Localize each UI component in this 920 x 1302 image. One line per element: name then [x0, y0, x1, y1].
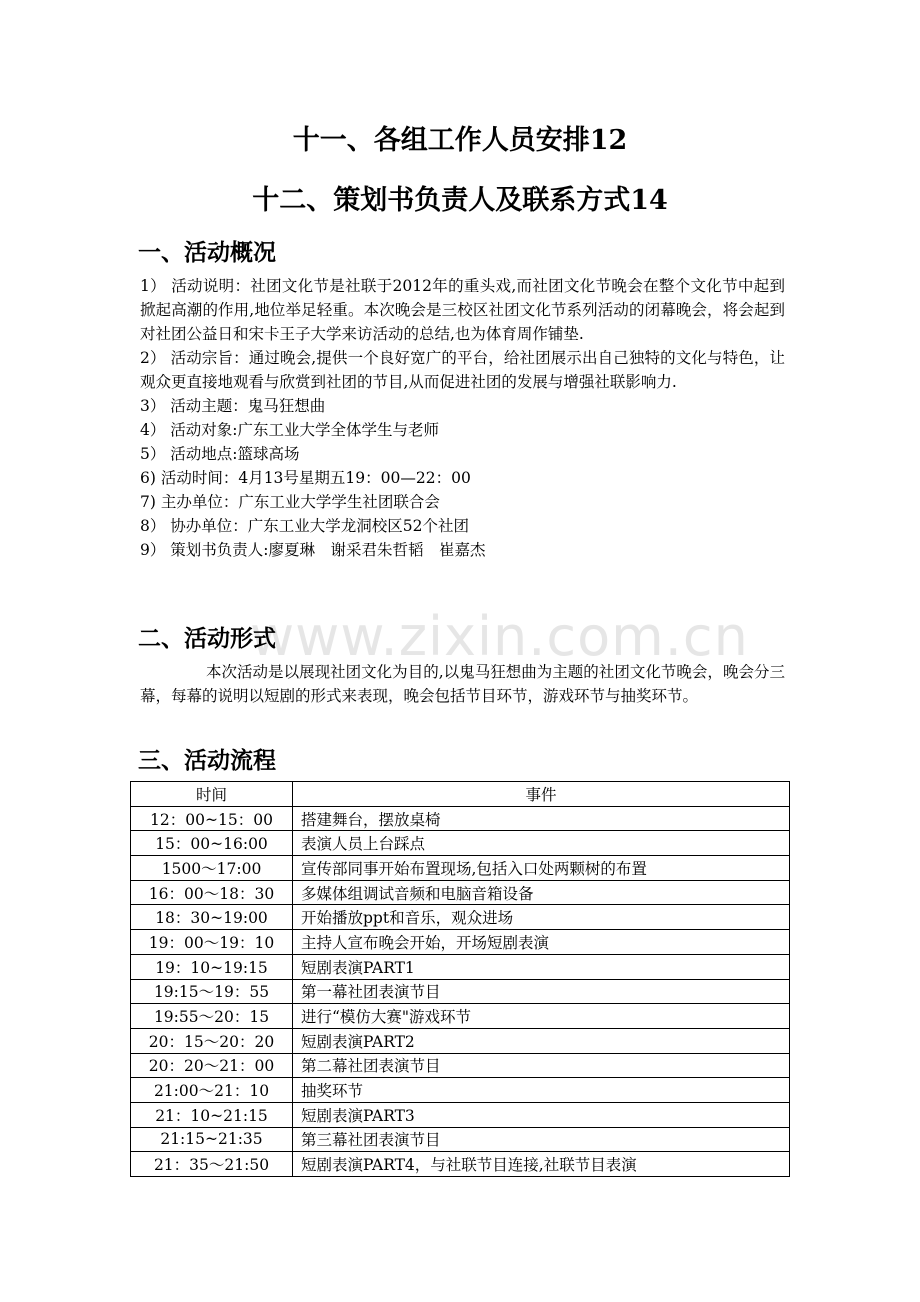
time-cell: 16：00～18：30 — [131, 880, 293, 905]
table-row — [131, 1102, 790, 1127]
overview-item: 6) 活动时间：4月13号星期五19：00—22：00 — [140, 469, 471, 487]
time-cell: 19：00～19：10 — [131, 930, 293, 955]
event-cell: 宣传部同事开始布置现场,包括入口处两颗树的布置 — [293, 856, 790, 881]
event-cell: 搭建舞台，摆放桌椅 — [293, 806, 790, 831]
time-cell: 21:15~21:35 — [131, 1127, 293, 1152]
event-cell: 表演人员上台踩点 — [293, 831, 790, 856]
event-cell: 第一幕社团表演节目 — [293, 979, 790, 1004]
event-cell: 多媒体组调试音频和电脑音箱设备 — [293, 880, 790, 905]
table-row — [131, 831, 790, 856]
time-cell: 21：35～21:50 — [131, 1152, 293, 1177]
format-paragraph: 本次活动是以展现社团文化为目的,以鬼马狂想曲为主题的社团文化节晚会，晚会分三幕，每幕的说明以短剧的形式来表现，晚会包括节目环节，游戏环节与抽奖环节。 — [140, 663, 785, 705]
overview-item: 1） 活动说明：社团文化节是社联于2012年的重头戏,而社团文化节晚会在整个文化节中起到掀起高潮的作用,地位举足轻重。本次晚会是三校区社团文化节系列活动的闭幕晚会，将会起到对社团公益日和宋卡王子大学来访活动的总结,也为体育周作铺垫. — [140, 277, 785, 343]
event-cell: 第二幕社团表演节目 — [293, 1053, 790, 1078]
time-cell: 19:55～20：15 — [131, 1004, 293, 1029]
event-cell: 进行“模仿大赛"游戏环节 — [293, 1004, 790, 1029]
table-row — [131, 930, 790, 955]
event-cell: 主持人宣布晚会开始，开场短剧表演 — [293, 930, 790, 955]
time-cell: 1500～17:00 — [131, 856, 293, 881]
time-cell: 20：20～21：00 — [131, 1053, 293, 1078]
overview-item: 8） 协办单位：广东工业大学龙洞校区52个社团 — [140, 517, 470, 535]
table-row — [131, 880, 790, 905]
time-cell: 19:15～19：55 — [131, 979, 293, 1004]
table-row — [131, 806, 790, 831]
schedule-table — [130, 781, 790, 1177]
overview-item: 9） 策划书负责人:廖夏琳 谢采君朱哲韬 崔嘉杰 — [140, 541, 486, 559]
schedule-body — [131, 806, 790, 1176]
toc-entry-12: 十二、策划书负责人及联系方式14 — [252, 185, 668, 216]
time-cell: 20：15～20：20 — [131, 1028, 293, 1053]
watermark: www.zixin.com.cn — [250, 605, 749, 668]
time-cell: 21:00～21：10 — [131, 1078, 293, 1103]
time-cell: 12：00~15：00 — [131, 806, 293, 831]
event-cell: 短剧表演PART4，与社联节目连接,社联节目表演 — [293, 1152, 790, 1177]
header-event: 事件 — [293, 782, 790, 807]
event-cell: 第三幕社团表演节目 — [293, 1127, 790, 1152]
overview-item: 5） 活动地点:篮球高场 — [140, 445, 300, 463]
time-cell: 21：10~21:15 — [131, 1102, 293, 1127]
header-time: 时间 — [131, 782, 293, 807]
event-cell: 抽奖环节 — [293, 1078, 790, 1103]
toc-entry-11: 十一、各组工作人员安排12 — [292, 125, 628, 156]
overview-item: 2） 活动宗旨：通过晚会,提供一个良好宽广的平台，给社团展示出自己独特的文化与特色，让观众更直接地观看与欣赏到社团的节目,从而促进社团的发展与增强社联影响力. — [140, 349, 785, 391]
section-title-format: 二、活动形式 — [138, 625, 276, 652]
overview-item: 4） 活动对象:广东工业大学全体学生与老师 — [140, 421, 440, 439]
table-row — [131, 1053, 790, 1078]
table-row — [131, 856, 790, 881]
time-cell: 19：10~19:15 — [131, 954, 293, 979]
event-cell: 开始播放ppt和音乐，观众进场 — [293, 905, 790, 930]
table-row — [131, 1078, 790, 1103]
overview-item: 7) 主办单位：广东工业大学学生社团联合会 — [140, 493, 440, 511]
table-row — [131, 1127, 790, 1152]
table-row — [131, 954, 790, 979]
event-cell: 短剧表演PART3 — [293, 1102, 790, 1127]
table-row — [131, 1152, 790, 1177]
time-cell: 18：30~19:00 — [131, 905, 293, 930]
table-row — [131, 905, 790, 930]
event-cell: 短剧表演PART2 — [293, 1028, 790, 1053]
overview-item: 3） 活动主题：鬼马狂想曲 — [140, 397, 326, 415]
section-title-schedule: 三、活动流程 — [138, 747, 276, 774]
section-title-overview: 一、活动概况 — [138, 239, 276, 266]
table-row — [131, 1028, 790, 1053]
overview-list — [140, 274, 785, 562]
time-cell: 15：00~16:00 — [131, 831, 293, 856]
event-cell: 短剧表演PART1 — [293, 954, 790, 979]
table-row — [131, 1004, 790, 1029]
table-row — [131, 979, 790, 1004]
schedule-header-row — [131, 782, 790, 807]
